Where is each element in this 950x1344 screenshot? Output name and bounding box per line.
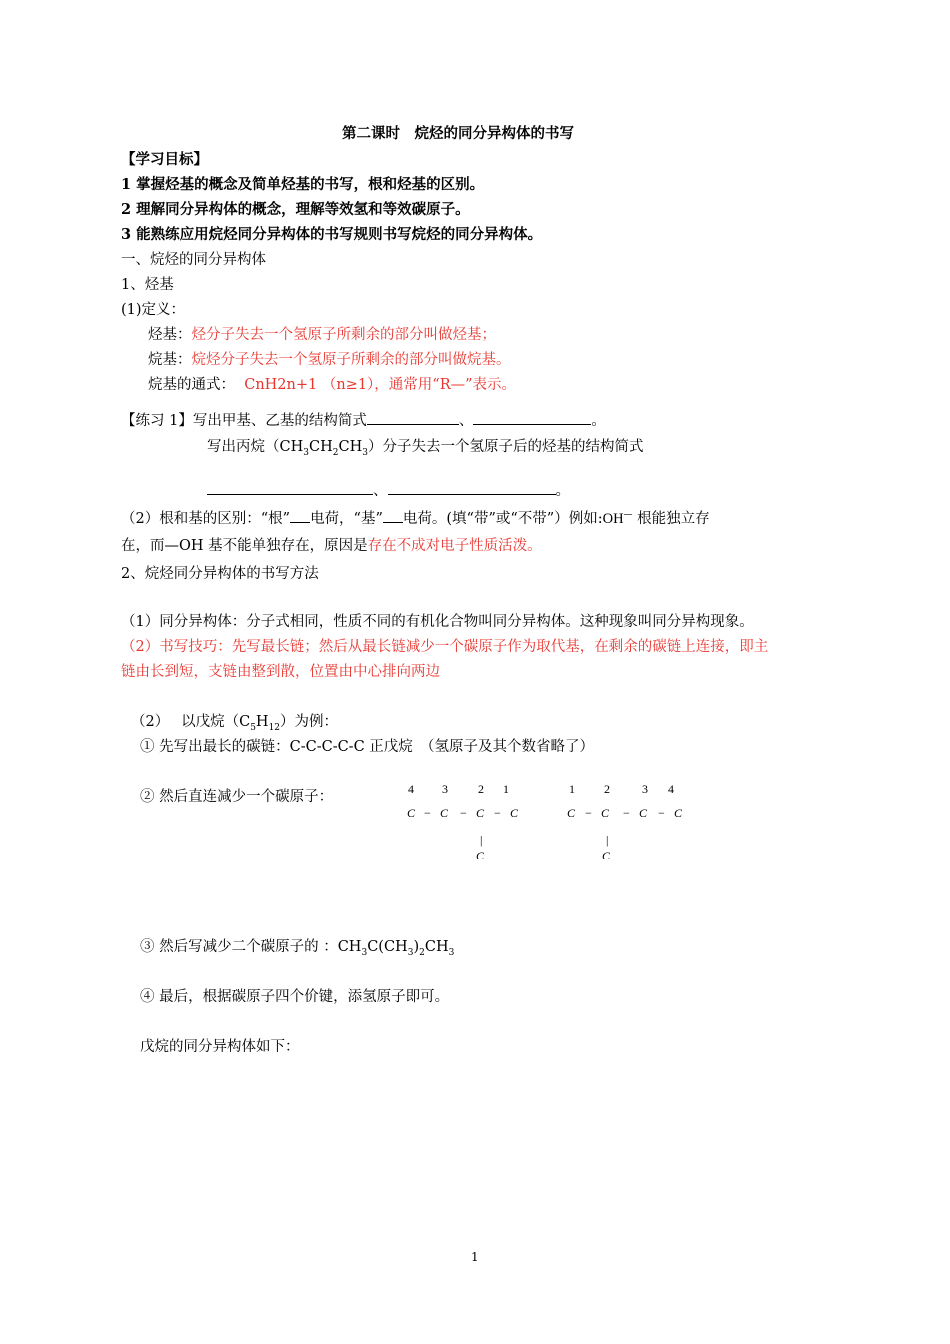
propane-text-d: ）分子失去一个氢原子后的烃基的结构简式 — [367, 439, 644, 455]
objectives-heading: 【学习目标】 — [121, 151, 208, 168]
rvg-text-e: 在，而—OH 基不能单独存在，原因是 — [121, 538, 368, 554]
answer-blank-root[interactable] — [290, 508, 310, 523]
step3-d: CH — [424, 939, 449, 955]
carbon-atom: C — [601, 806, 610, 820]
oh-text: OH — [602, 511, 624, 527]
carbon-atom: C — [567, 806, 576, 820]
branch-bond: | — [480, 833, 483, 847]
branch-carbon: C — [602, 849, 611, 859]
carbon-atom: C — [510, 806, 519, 820]
example-step4: ④ 最后，根据碳原子四个价键，添氢原子即可。 — [140, 989, 450, 1005]
sub-3b: 3 — [362, 447, 368, 458]
section1-heading: 一、烷烃的同分异构体 — [121, 252, 266, 268]
step3-c: ) — [413, 939, 420, 955]
root-vs-group-line2 — [121, 536, 542, 556]
exercise1-label: 【练习 1】 — [121, 413, 193, 429]
answer-blank-ethyl[interactable] — [473, 410, 591, 425]
intro-c: ）为例： — [280, 714, 339, 730]
rvg-text-d: 根能独立存 — [637, 511, 710, 527]
alkyl-formula — [148, 375, 516, 395]
step3-b: C(CH — [367, 939, 408, 955]
bond-dash: − — [460, 806, 467, 820]
step3-sub: 3 — [361, 947, 368, 958]
intro-a: （2） 以戊烷（C — [131, 714, 251, 730]
rvg-text-c: 电荷。(填“带”或“不带”）例如: — [402, 511, 603, 527]
section2-heading: 2、烷烃同分异构体的书写方法 — [121, 566, 319, 582]
carbon-atom: C — [674, 806, 683, 820]
definition-label: (1)定义： — [121, 302, 186, 318]
end-mark-2: 。 — [555, 483, 570, 499]
carbon-number: 3 — [442, 782, 448, 796]
step3-sub: 2 — [419, 947, 425, 958]
sub-2: 2 — [332, 447, 339, 458]
rvg-reason: 存在不成对电子性质活泼。 — [367, 538, 542, 554]
rvg-text-a: （2）根和基的区别：“根” — [121, 511, 291, 527]
exercise1-line2 — [207, 437, 643, 457]
example-step1: ① 先写出最长的碳链：C-C-C-C-C 正戊烷 （氢原子及其个数省略了） — [140, 739, 595, 755]
minus-sign: — — [623, 510, 633, 521]
step3-a: ③ 然后写减少二个碳原子的 ：CH — [140, 939, 362, 955]
separator-2: 、 — [373, 483, 388, 499]
carbon-number: 3 — [642, 782, 648, 796]
writing-tip-line2: 链由长到短，支链由整到散，位置由中心排向两边 — [121, 664, 440, 680]
isomer-definition: （1）同分异构体：分子式相同，性质不同的有机化合物叫同分异构体。这种现象叫同分异构现象。 — [121, 614, 754, 630]
carbon-number: 1 — [503, 782, 509, 796]
bond-dash: − — [623, 806, 630, 820]
propane-text-a: 写出丙烷（CH — [207, 439, 304, 455]
intro-sub2: 12 — [268, 722, 281, 733]
carbon-atom: C — [407, 806, 416, 820]
carbon-number: 4 — [668, 782, 674, 796]
hydrocarbyl-text: 烃分子失去一个氢原子所剩余的部分叫做烃基； — [191, 327, 496, 343]
section1-sub1: 1、烃基 — [121, 277, 174, 293]
example-conclusion: 戊烷的同分异构体如下： — [140, 1039, 300, 1055]
alkyl-definition — [148, 350, 511, 370]
answer-blank-methyl[interactable] — [367, 410, 459, 425]
exercise1-line1 — [121, 410, 606, 431]
hydrocarbyl-definition — [148, 325, 496, 345]
root-vs-group-line1 — [121, 508, 710, 529]
formula-label: 烷基的通式： — [148, 377, 235, 393]
example-intro — [131, 712, 338, 732]
carbon-atom: C — [440, 806, 449, 820]
carbon-number: 1 — [569, 782, 575, 796]
step3-sub: 3 — [448, 947, 455, 958]
formula-text: CnH2n+1 （n≥1），通常用“R—”表示。 — [244, 377, 517, 393]
branch-bond: | — [606, 833, 609, 847]
carbon-number: 4 — [408, 782, 414, 796]
example-step2: ② 然后直连减少一个碳原子： — [140, 789, 334, 805]
answer-blank-propyl-1[interactable] — [207, 480, 373, 495]
alkyl-text: 烷烃分子失去一个氢原子所剩余的部分叫做烷基。 — [191, 352, 511, 368]
bond-dash: − — [424, 806, 431, 820]
step3-sub: 3 — [407, 947, 414, 958]
exercise1-text1: 写出甲基、乙基的结构简式 — [192, 413, 367, 429]
intro-b: H — [255, 714, 269, 730]
page-title: 第二课时 烷烃的同分异构体的书写 — [342, 125, 574, 142]
carbon-atom: C — [476, 806, 485, 820]
rvg-text-b: 电荷，“基” — [310, 511, 383, 527]
carbon-number: 2 — [604, 782, 610, 796]
intro-sub1: 5 — [250, 722, 256, 733]
bond-dash: − — [658, 806, 665, 820]
objective-item-2: 2 理解同分异构体的概念，理解等效氢和等效碳原子。 — [121, 201, 470, 218]
page-number: 1 — [471, 1250, 479, 1264]
alkyl-label: 烷基： — [148, 352, 192, 368]
propane-text-b: CH — [308, 439, 333, 455]
hydrocarbyl-label: 烃基： — [148, 327, 192, 343]
end-mark: 。 — [591, 413, 606, 429]
carbon-number: 2 — [478, 782, 484, 796]
sub-3: 3 — [303, 447, 309, 458]
objective-item-3: 3 能熟练应用烷烃同分异构体的书写规则书写烷烃的同分异构体。 — [121, 226, 543, 243]
answer-blank-propyl-2[interactable] — [388, 480, 556, 495]
carbon-atom: C — [639, 806, 648, 820]
writing-tip-line1: （2）书写技巧：先写最长链；然后从最长链减少一个碳原子作为取代基，在剩余的碳链上连接，即主 — [121, 639, 769, 655]
separator: 、 — [458, 413, 474, 429]
exercise1-line3 — [207, 480, 570, 501]
answer-blank-group[interactable] — [383, 508, 403, 523]
objective-item-1: 1 掌握烃基的概念及简单烃基的书写，根和烃基的区别。 — [121, 176, 485, 193]
branch-carbon: C — [476, 849, 485, 859]
propane-text-c: CH — [338, 439, 363, 455]
bond-dash: − — [585, 806, 592, 820]
bond-dash: − — [494, 806, 501, 820]
example-step3 — [140, 937, 454, 957]
